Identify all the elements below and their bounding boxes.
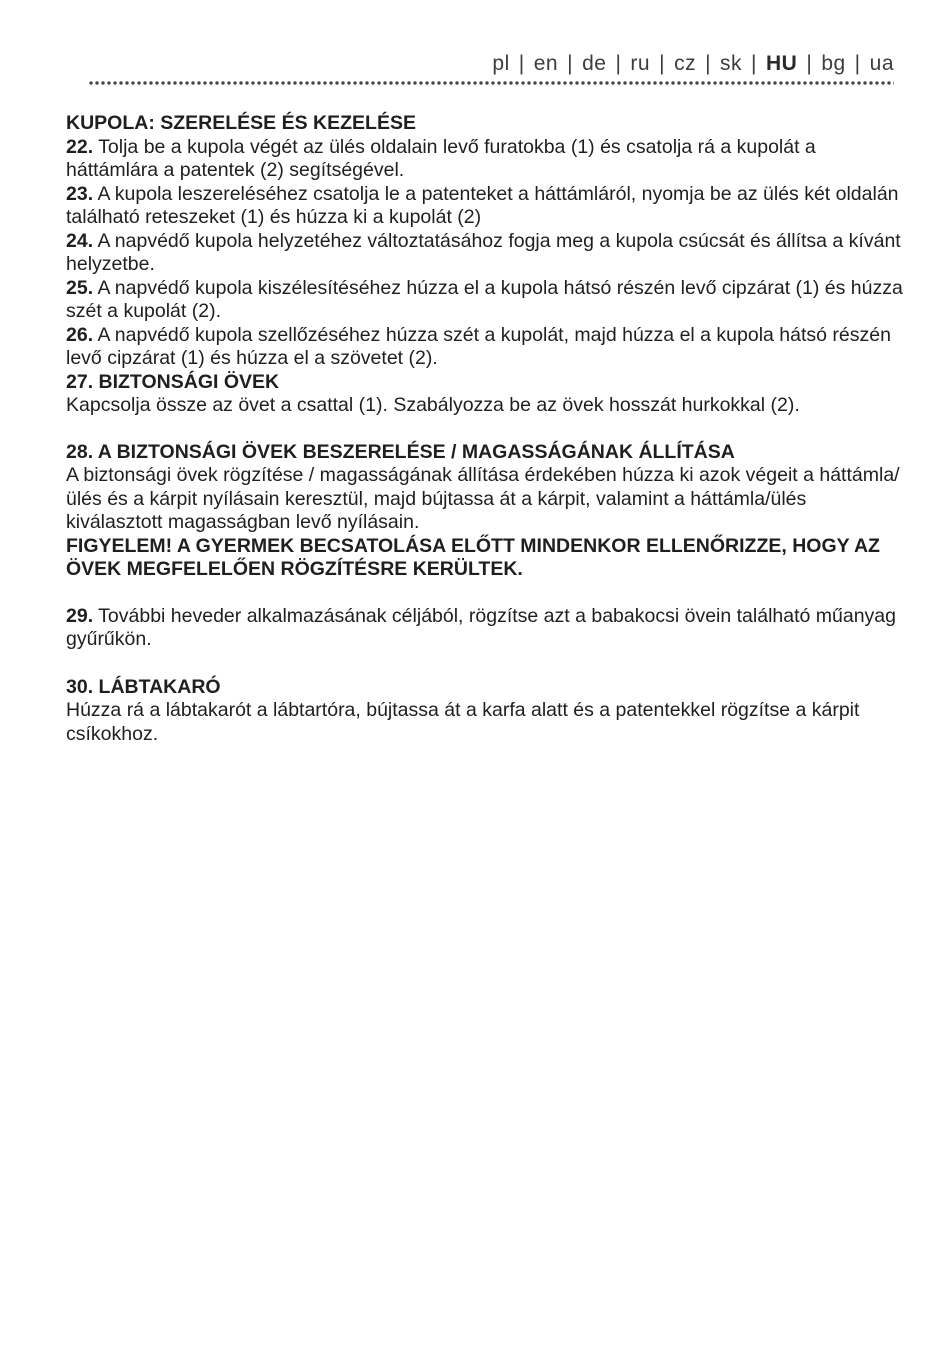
- instruction-24: [66, 230, 906, 277]
- item-text: Tolja be a kupola végét az ülés oldalain levő furatokba (1) és csatolja rá a kupolát a háttámlára a patentek (2) segítségével.: [66, 135, 816, 181]
- item-number: 29.: [66, 604, 94, 627]
- manual-content: [66, 112, 906, 746]
- lang-pl[interactable]: pl: [492, 52, 510, 75]
- instruction-23: [66, 183, 906, 230]
- dotted-divider: [88, 80, 894, 86]
- item-text: A napvédő kupola helyzetéhez változtatásához fogja meg a kupola csúcsát és állítsa a kívánt helyzetbe.: [66, 229, 901, 275]
- spacer: [66, 418, 906, 441]
- section-27-title: 27. BIZTONSÁGI ÖVEK: [66, 370, 280, 393]
- spacer: [66, 652, 906, 676]
- section-28-text: A biztonsági övek rögzítése / magasságának állítása érdekében húzza ki azok végeit a háttámla/ülés és a kárpit nyílásain keresztül, majd bújtassa át a kárpit, valamint a háttámla/ülés kiválasztott magasságban levő nyílásain.: [66, 464, 900, 533]
- item-text: A kupola leszereléséhez csatolja le a patenteket a háttámláról, nyomja be az ülés két oldalán található reteszeket (1) és húzza ki a kupolát (2): [66, 182, 899, 228]
- section-27-text: Kapcsolja össze az övet a csattal (1). Szabályozza be az övek hosszát hurkokkal (2).: [66, 394, 800, 416]
- section-28-title: 28. A BIZTONSÁGI ÖVEK BESZERELÉSE / MAGASSÁGÁNAK ÁLLÍTÁSA: [66, 440, 735, 463]
- lang-en[interactable]: en: [533, 52, 559, 75]
- item-text: További heveder alkalmazásának céljából, rögzítse azt a babakocsi övein található műanyag gyűrűkön.: [66, 604, 896, 650]
- item-text: A napvédő kupola szellőzéséhez húzza szét a kupolát, majd húzza el a kupola hátsó részén levő cipzárat (1) és húzza el a szövetet (2).: [66, 323, 891, 369]
- lang-sk[interactable]: sk: [720, 52, 743, 75]
- instruction-22: [66, 136, 906, 183]
- section-28-warning: FIGYELEM! A GYERMEK BECSATOLÁSA ELŐTT MINDENKOR ELLENŐRIZZE, HOGY AZ ÖVEK MEGFELELŐEN RÖGZÍTÉSRE KERÜLTEK.: [66, 534, 880, 580]
- language-switcher: [492, 52, 894, 76]
- lang-separator: |: [854, 52, 861, 75]
- section-canopy-title: KUPOLA: SZERELÉSE ÉS KEZELÉSE: [66, 112, 416, 134]
- lang-bg[interactable]: bg: [821, 52, 846, 75]
- item-number: 23.: [66, 182, 94, 205]
- lang-separator: |: [615, 52, 622, 75]
- lang-cz[interactable]: cz: [674, 52, 697, 75]
- lang-ru[interactable]: ru: [630, 52, 651, 75]
- lang-separator: |: [518, 52, 525, 75]
- lang-de[interactable]: de: [582, 52, 607, 75]
- lang-separator: |: [659, 52, 666, 75]
- instruction-25: [66, 277, 906, 324]
- item-number: 24.: [66, 229, 94, 252]
- lang-ua[interactable]: ua: [869, 52, 894, 75]
- lang-separator: |: [705, 52, 712, 75]
- item-number: 22.: [66, 135, 94, 158]
- instruction-29: [66, 605, 906, 652]
- item-text: A napvédő kupola kiszélesítéséhez húzza el a kupola hátsó részén levő cipzárat (1) és húzza szét a kupolát (2).: [66, 276, 903, 322]
- item-number: 25.: [66, 276, 94, 299]
- lang-separator: |: [751, 52, 757, 75]
- section-30-title: [66, 676, 906, 700]
- lang-separator: |: [806, 52, 813, 75]
- section-30-text: Húzza rá a lábtakarót a lábtartóra, bújtassa át a karfa alatt és a patentekkel rögzítse a kárpit csíkokhoz.: [66, 699, 860, 745]
- item-number: 30.: [66, 675, 94, 698]
- lang-hu-active[interactable]: HU: [766, 52, 798, 75]
- spacer: [66, 582, 906, 605]
- instruction-26: [66, 324, 906, 371]
- section-30-title-text: LÁBTAKARÓ: [93, 675, 221, 698]
- item-number: 26.: [66, 323, 94, 346]
- lang-separator: |: [567, 52, 574, 75]
